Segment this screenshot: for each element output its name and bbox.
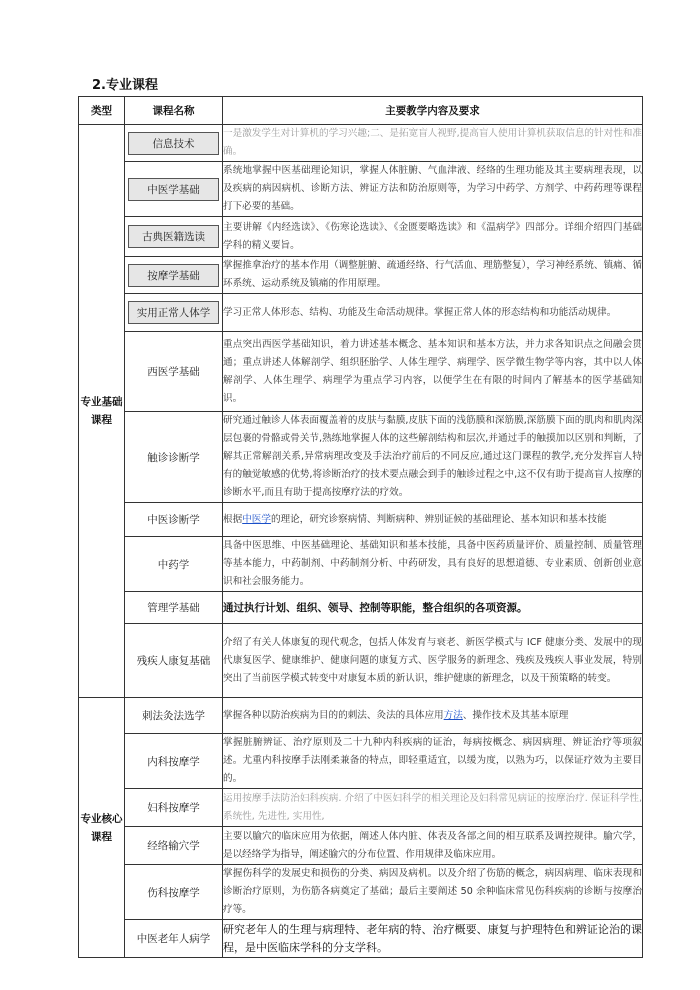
tcm-link[interactable]: 中医学 [242, 513, 271, 525]
course-name: 内科按摩学 [125, 734, 223, 789]
course-desc: 掌握脏腑辨证、治疗原则及二十九种内科疾病的证治，每病按概念、病因病理、辨证治疗等项叙述。尤重内科按摩手法刚柔兼备的特点，即轻重适宜，以缓为度，以熟为巧，以保证疗效为主要目的。 [223, 734, 643, 789]
course-name: 古典医籍选读 [128, 225, 219, 248]
table-row [79, 624, 643, 698]
table-row [79, 162, 643, 217]
header-course-name: 课程名称 [125, 97, 223, 125]
course-name: 刺法灸法选学 [125, 698, 223, 734]
course-name: 实用正常人体学 [128, 301, 219, 324]
course-name: 中医诊断学 [125, 503, 223, 537]
course-name-cell [125, 125, 223, 162]
section-heading: 2.专业课程 [92, 78, 158, 93]
course-name: 经络输穴学 [125, 827, 223, 865]
course-desc [223, 503, 643, 537]
desc-text: 根据 [223, 513, 243, 525]
course-name: 触诊诊断学 [125, 412, 223, 503]
course-name-cell [125, 257, 223, 294]
course-name: 西医学基础 [125, 332, 223, 412]
course-desc: 研究通过触诊人体表面覆盖着的皮肤与黏膜,皮肤下面的浅筋膜和深筋膜,深筋膜下面的肌肉和肌肉深层包裹的骨骼或骨关节,熟练地掌握人体的这些解剖结构和层次,并通过手的触摸加以区别和判断，了解其正常解剖关系,异常病理改变及手法治疗前后的不同反应,通过这门课程的教学,充分发挥盲人特有的触觉敏感的优势,将诊断治疗的技术要点融会到手的触诊过程之中,这不仅有助于提高盲人按摩的诊断水平,而且有助于提高按摩疗法的疗效。 [223, 412, 643, 503]
table-row [79, 865, 643, 920]
course-name: 妇科按摩学 [125, 789, 223, 827]
course-desc: 重点突出西医学基础知识，着力讲述基本概念、基本知识和基本方法，并力求各知识点之间融会贯通；重点讲述人体解剖学、组织胚胎学、人体生理学、病理学、医学微生物学等内容，其中以人体解剖学、人体生理学、病理学为重点学习内容，以便学生在有限的时间内了解基本的医学基础知识。 [223, 332, 643, 412]
table-row [79, 125, 643, 162]
course-name: 中医老年人病学 [125, 920, 223, 958]
course-desc: 具备中医思维、中医基础理论、基础知识和基本技能，具备中医药质量评价、质量控制、质量管理等基本能力，中药制剂、中药制剂分析、中药研发，具有良好的思想道德、专业素质、创新创业意识和社会服务能力。 [223, 537, 643, 592]
course-desc: 通过执行计划、组织、领导、控制等职能，整合组织的各项资源。 [223, 592, 643, 624]
method-link[interactable]: 方法 [443, 709, 463, 721]
type-cell-basic: 专业基础课程 [79, 125, 125, 698]
course-desc: 主要讲解《内经选读》、《伤寒论选读》、《金匮要略选读》和《温病学》四部分。详细介绍四门基础学科的精义要旨。 [223, 217, 643, 257]
course-desc: 运用按摩手法防治妇科疾病. 介绍了中医妇科学的相关理论及妇科常见病证的按摩治疗. 保证科学性, 系统性, 先进性, 实用性, [223, 789, 643, 827]
course-desc: 研究老年人的生理与病理特、老年病的特、治疗概要、康复与护理特色和辨证论治的课程，是中医临床学科的分支学科。 [223, 920, 643, 958]
table-row [79, 789, 643, 827]
table-row [79, 503, 643, 537]
table-row [79, 217, 643, 257]
course-desc: 掌握伤科学的发展史和损伤的分类、病因及病机。以及介绍了伤筋的概念，病因病理、临床表现和诊断治疗原则，为伤筋各病奠定了基础；最后主要阐述 50 余种临床常见伤科疾病的诊断与按摩治疗等。 [223, 865, 643, 920]
course-name: 伤科按摩学 [125, 865, 223, 920]
course-desc: 主要以腧穴的临床应用为依据，阐述人体内脏、体表及各部之间的相互联系及调控规律。腧穴学，是以经络学为指导，阐述腧穴的分布位置、作用规律及临床应用。 [223, 827, 643, 865]
course-name: 中医学基础 [128, 178, 219, 201]
desc-text: 掌握各种以防治疾病为目的的刺法、灸法的具体应用 [223, 709, 444, 721]
course-desc: 一是激发学生对计算机的学习兴趣;二、是拓宽盲人视野,提高盲人使用计算机获取信息的针对性和准确。 [223, 125, 643, 162]
course-name: 中药学 [125, 537, 223, 592]
course-name: 信息技术 [128, 132, 219, 155]
header-type: 类型 [79, 97, 125, 125]
table-header-row [79, 97, 643, 125]
course-name: 残疾人康复基础 [125, 624, 223, 698]
table-row [79, 920, 643, 958]
table-row [79, 698, 643, 734]
desc-text: 、操作技术及其基本原理 [462, 709, 569, 721]
course-desc [223, 698, 643, 734]
course-desc: 掌握推拿治疗的基本作用（调整脏腑、疏通经络、行气活血、理筋整复），学习神经系统、镇痛、循环系统、运动系统及镇痛的作用原理。 [223, 257, 643, 294]
type-cell-core: 专业核心课程 [79, 698, 125, 958]
course-name-cell [125, 217, 223, 257]
course-desc: 介绍了有关人体康复的现代观念，包括人体发育与衰老、新医学模式与 ICF 健康分类、发展中的现代康复医学、健康维护、健康问题的康复方式、医学服务的新理念、残疾及残疾人事业发展，特别突出了当前医学模式转变中对康复本质的新认识，维护健康的新理念，以及干预策略的转变。 [223, 624, 643, 698]
course-desc: 系统地掌握中医基础理论知识，掌握人体脏腑、气血津液、经络的生理功能及其主要病理表现，以及疾病的病因病机、诊断方法、辨证方法和防治原则等，为学习中药学、方剂学、中药药理等课程打下必要的基础。 [223, 162, 643, 217]
course-table [78, 96, 643, 958]
table-row [79, 332, 643, 412]
table-row [79, 412, 643, 503]
table-row [79, 294, 643, 332]
table-row [79, 592, 643, 624]
header-content: 主要教学内容及要求 [223, 97, 643, 125]
course-name: 管理学基础 [125, 592, 223, 624]
course-name: 按摩学基础 [128, 264, 219, 287]
course-desc: 学习正常人体形态、结构、功能及生命活动规律。掌握正常人体的形态结构和功能活动规律。 [223, 294, 643, 332]
course-name-cell [125, 294, 223, 332]
desc-text: 的理论，研究诊察病情、判断病种、辨别证候的基础理论、基本知识和基本技能 [270, 513, 607, 525]
table-row [79, 734, 643, 789]
table-row [79, 827, 643, 865]
table-row [79, 257, 643, 294]
table-row [79, 537, 643, 592]
course-name-cell [125, 162, 223, 217]
